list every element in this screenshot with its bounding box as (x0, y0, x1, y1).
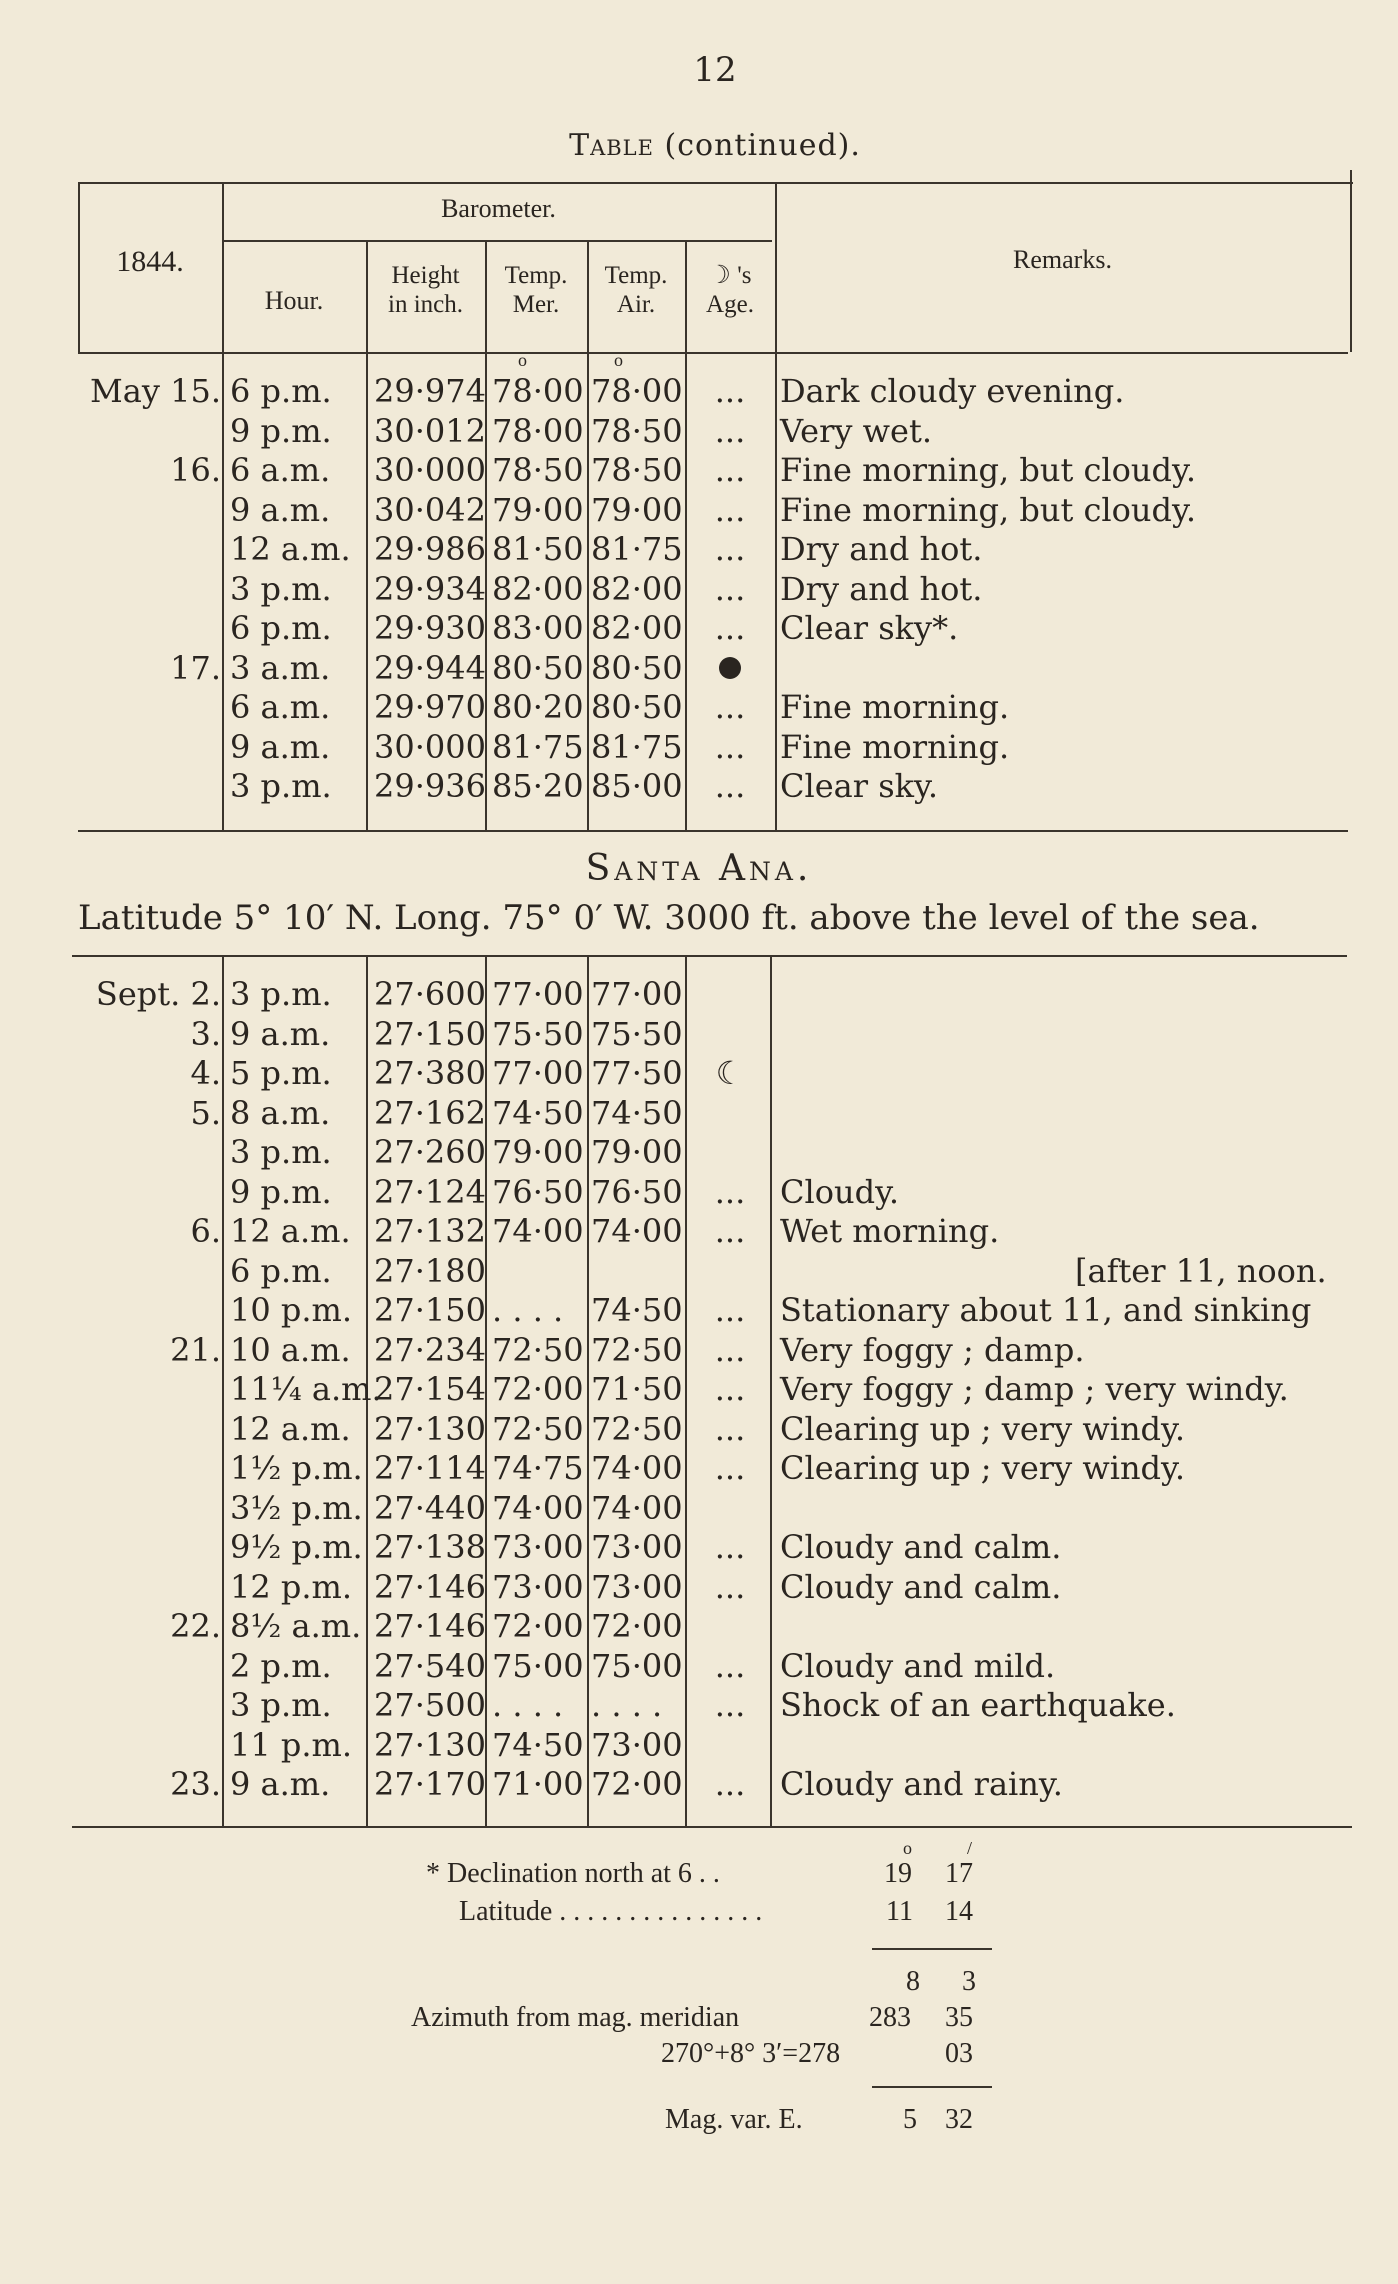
table-row (0, 975, 1398, 1015)
cell-moon: ... (714, 1765, 746, 1803)
table-right-border (1350, 170, 1352, 352)
table-row (0, 1252, 1398, 1292)
cell-mer: 72·00 (492, 1607, 584, 1645)
cell-air: 74·00 (591, 1488, 683, 1527)
cell-height: 27·146 (374, 1567, 486, 1606)
cell-hour: 9 a.m. (230, 1014, 331, 1053)
cell-mer: 71·00 (492, 1765, 584, 1803)
table-row (0, 1212, 1398, 1252)
cell-moon: ... (714, 767, 746, 805)
cell-height: 27·180 (374, 1251, 486, 1290)
cell-height: 27·380 (374, 1054, 486, 1092)
table-title-caps: Table (569, 128, 654, 163)
header-temp-mer-line2: Mer. (512, 290, 560, 318)
cell-moon: ... (714, 530, 746, 568)
cell-air: 78·50 (591, 451, 683, 489)
cell-air: 74·00 (591, 1449, 683, 1487)
cell-hour: 3 a.m. (230, 648, 331, 687)
cell-height: 27·150 (374, 1014, 486, 1053)
cell-remark: Fine morning, but cloudy. (780, 451, 1196, 489)
cell-mer: 74·00 (492, 1488, 584, 1527)
page-number: 12 (693, 50, 737, 90)
table-row (0, 491, 1398, 531)
full-moon-icon (719, 657, 741, 679)
cell-mer: 78·50 (492, 451, 584, 489)
footnote-line1-label: * Declination north at 6 . . (426, 1858, 720, 1889)
cell-hour: 9 p.m. (230, 1172, 332, 1211)
cell-hour: 3 p.m. (230, 1686, 332, 1724)
cell-height: 30·000 (374, 451, 486, 489)
cell-remark: Wet morning. (780, 1212, 1000, 1250)
table-row (0, 767, 1398, 807)
header-height (366, 262, 485, 320)
cell-air: 82·00 (591, 609, 683, 647)
cell-mer: 75·50 (492, 1014, 584, 1053)
cell-air: 72·00 (591, 1765, 683, 1803)
footnote-line2-deg: 11 (886, 1896, 913, 1927)
cell-air: 73·00 (591, 1725, 683, 1764)
cell-date: 5. (190, 1093, 221, 1132)
cell-mer: 73·00 (492, 1567, 584, 1606)
cell-hour: 8 a.m. (230, 1093, 331, 1132)
cell-remark: Dark cloudy evening. (780, 372, 1125, 410)
cell-date: 22. (170, 1607, 221, 1645)
cell-remark: Cloudy and calm. (780, 1528, 1062, 1566)
cell-remark: Stationary about 11, and sinking (780, 1291, 1312, 1329)
footnote-minute-mark: / (967, 1838, 973, 1858)
cell-mer: 74·00 (492, 1212, 584, 1250)
table-row (0, 451, 1398, 491)
cell-remark: Fine morning, but cloudy. (780, 490, 1196, 529)
table-row (0, 412, 1398, 452)
cell-height: 27·154 (374, 1370, 486, 1408)
header-temp-air (587, 262, 685, 320)
table-title-rest: (continued). (664, 128, 861, 163)
table-row (0, 1489, 1398, 1529)
cell-hour: 9 p.m. (230, 411, 332, 450)
cell-mer: 74·75 (492, 1449, 584, 1487)
cell-moon: ☾ (715, 1054, 745, 1092)
cell-air: 82·00 (591, 569, 683, 608)
cell-air: 72·50 (591, 1330, 683, 1369)
cell-air: . . . . (591, 1686, 663, 1724)
table-title (0, 128, 1398, 163)
cell-moon: ... (714, 609, 746, 647)
cell-remark: [after 11, noon. (1075, 1251, 1327, 1290)
cell-hour: 12 a.m. (230, 530, 351, 568)
table-row (0, 1054, 1398, 1094)
cell-moon: ... (714, 1409, 746, 1448)
footnote-degree-mark: o (903, 1838, 912, 1858)
cell-hour: 9½ p.m. (230, 1528, 363, 1566)
table-row (0, 1568, 1398, 1608)
cell-remark: Clear sky*. (780, 609, 959, 647)
table-row (0, 1331, 1398, 1371)
cell-mer: 77·00 (492, 1054, 584, 1092)
degree-mark-mer: o (518, 350, 527, 370)
table-row (0, 1607, 1398, 1647)
cell-height: 27·138 (374, 1528, 486, 1566)
cell-air: 74·50 (591, 1093, 683, 1132)
cell-mer: . . . . (492, 1686, 564, 1724)
cell-air: 75·00 (591, 1646, 683, 1685)
cell-air: 85·00 (591, 767, 683, 805)
cell-moon: ... (714, 372, 746, 410)
cell-air: 81·75 (591, 530, 683, 568)
header-height-line2: in inch. (388, 290, 463, 318)
cell-height: 27·500 (374, 1686, 486, 1724)
footnote-line6-label: Mag. var. E. (665, 2104, 803, 2135)
cell-height: 27·600 (374, 975, 486, 1013)
footnote-line4-label: Azimuth from mag. meridian (411, 2002, 740, 2033)
latitude-line: Latitude 5° 10′ N. Long. 75° 0′ W. 3000 ft. above the level of the sea. (78, 898, 1260, 938)
cell-hour: 9 a.m. (230, 1765, 331, 1803)
table-row (0, 570, 1398, 610)
cell-height: 29·986 (374, 530, 486, 568)
cell-moon: ... (714, 490, 746, 529)
cell-air: 73·00 (591, 1528, 683, 1566)
cell-mer: 75·00 (492, 1646, 584, 1685)
cell-hour: 3½ p.m. (230, 1488, 363, 1527)
table-row (0, 1726, 1398, 1766)
cell-height: 30·042 (374, 490, 486, 529)
header-moon-age-line2: Age. (706, 290, 754, 318)
header-year: 1844. (116, 245, 184, 278)
cell-date: 16. (170, 451, 221, 489)
cell-hour: 9 a.m. (230, 490, 331, 529)
cell-hour: 5 p.m. (230, 1054, 332, 1092)
cell-moon: ... (714, 688, 746, 726)
cell-air: 81·75 (591, 727, 683, 766)
cell-hour: 3 p.m. (230, 975, 332, 1013)
cell-mer: 80·50 (492, 648, 584, 687)
cell-hour: 12 a.m. (230, 1212, 351, 1250)
cell-air: 79·00 (591, 1133, 683, 1171)
cell-height: 29·936 (374, 767, 486, 805)
cell-mer: 78·00 (492, 411, 584, 450)
table2-top-rule (72, 955, 1347, 957)
table-row (0, 609, 1398, 649)
cell-height: 29·944 (374, 648, 486, 687)
cell-remark: Cloudy and calm. (780, 1567, 1062, 1606)
table2-bottom-rule (72, 1826, 1352, 1828)
header-height-line1: Height (391, 262, 460, 289)
cell-height: 30·000 (374, 727, 486, 766)
cell-date: 4. (190, 1054, 221, 1092)
cell-hour: 6 p.m. (230, 609, 332, 647)
footnote-line2-min: 14 (945, 1896, 973, 1927)
cell-remark: Cloudy. (780, 1172, 900, 1211)
cell-mer: 85·20 (492, 767, 584, 805)
table-row (0, 1765, 1398, 1805)
header-moon-age (685, 262, 775, 320)
cell-air: 78·50 (591, 411, 683, 450)
cell-mer: 74·50 (492, 1093, 584, 1132)
cell-height: 27·146 (374, 1607, 486, 1645)
cell-height: 29·970 (374, 688, 486, 726)
cell-moon: ... (714, 1686, 746, 1724)
header-bottom-rule (78, 352, 1348, 354)
header-barometer: Barometer. (441, 194, 556, 223)
table-row (0, 649, 1398, 689)
header-temp-air-line1: Temp. (604, 262, 668, 289)
cell-hour: 6 a.m. (230, 688, 331, 726)
cell-height: 27·150 (374, 1291, 486, 1329)
footnote-line3-min: 3 (962, 1966, 976, 1997)
cell-mer: 74·50 (492, 1725, 584, 1764)
table-row (0, 1449, 1398, 1489)
cell-hour: 9 a.m. (230, 727, 331, 766)
table-row (0, 1015, 1398, 1055)
cell-height: 27·130 (374, 1409, 486, 1448)
cell-hour: 10 p.m. (230, 1291, 353, 1329)
table-row (0, 530, 1398, 570)
table-top-rule (78, 182, 1353, 184)
table-row (0, 1094, 1398, 1134)
cell-moon: ... (714, 451, 746, 489)
footnote-line4-min: 35 (945, 2002, 973, 2033)
cell-mer: 83·00 (492, 609, 584, 647)
table-row (0, 1133, 1398, 1173)
cell-hour: 10 a.m. (230, 1330, 351, 1369)
cell-hour: 1½ p.m. (230, 1449, 363, 1487)
cell-air: 76·50 (591, 1172, 683, 1211)
cell-mer: 82·00 (492, 569, 584, 608)
degree-mark-air: o (614, 350, 623, 370)
header-remarks: Remarks. (1013, 245, 1112, 274)
cell-moon: ... (714, 1449, 746, 1487)
cell-hour: 8½ a.m. (230, 1607, 362, 1645)
cell-hour: 6 p.m. (230, 372, 332, 410)
cell-height: 29·930 (374, 609, 486, 647)
footnote-line3-deg: 8 (906, 1966, 920, 1997)
cell-hour: 6 p.m. (230, 1251, 332, 1290)
cell-air: 71·50 (591, 1370, 683, 1408)
cell-air: 74·50 (591, 1291, 683, 1329)
table-row (0, 1173, 1398, 1213)
cell-height: 27·440 (374, 1488, 486, 1527)
cell-air: 79·00 (591, 490, 683, 529)
cell-mer: . . . . (492, 1291, 564, 1329)
cell-moon: ... (714, 1330, 746, 1369)
cell-moon: ... (714, 1528, 746, 1566)
cell-date: 21. (170, 1330, 221, 1369)
footnote-line1-min: 17 (945, 1858, 973, 1889)
cell-hour: 11¼ a.m. (230, 1370, 382, 1408)
footnote-line2-label: Latitude . . . . . . . . . . . . . . . (459, 1896, 763, 1927)
cell-hour: 3 p.m. (230, 569, 332, 608)
footnote-line5-min: 03 (945, 2038, 973, 2069)
cell-remark: Dry and hot. (780, 530, 983, 568)
cell-remark: Very wet. (780, 411, 933, 450)
cell-height: 27·130 (374, 1725, 486, 1764)
cell-remark: Shock of an earthquake. (780, 1686, 1176, 1724)
cell-air: 72·00 (591, 1607, 683, 1645)
barometer-underline (222, 240, 772, 242)
cell-date: 3. (190, 1014, 221, 1053)
cell-mer: 81·75 (492, 727, 584, 766)
table-row (0, 688, 1398, 728)
santa-ana-heading: Santa Ana. (585, 848, 813, 889)
cell-remark: Clear sky. (780, 767, 939, 805)
cell-remark: Cloudy and rainy. (780, 1765, 1063, 1803)
cell-date: May 15. (90, 372, 221, 410)
cell-moon (690, 649, 770, 687)
footnote-line6-min: 32 (945, 2104, 973, 2135)
cell-date: 23. (170, 1765, 221, 1803)
cell-height: 27·114 (374, 1449, 486, 1487)
cell-date: 6. (190, 1212, 221, 1250)
cell-mer: 79·00 (492, 490, 584, 529)
cell-hour: 11 p.m. (230, 1725, 353, 1764)
cell-height: 27·132 (374, 1212, 486, 1250)
cell-date: 17. (170, 648, 221, 687)
cell-height: 29·934 (374, 569, 486, 608)
cell-remark: Very foggy ; damp ; very windy. (780, 1370, 1289, 1408)
cell-mer: 72·50 (492, 1330, 584, 1369)
cell-mer: 81·50 (492, 530, 584, 568)
cell-remark: Fine morning. (780, 688, 1010, 726)
cell-height: 27·170 (374, 1765, 486, 1803)
cell-moon: ... (714, 727, 746, 766)
table-row (0, 728, 1398, 768)
cell-hour: 6 a.m. (230, 451, 331, 489)
footnote-line4-deg: 283 (869, 2002, 911, 2033)
footnote-rule-1 (872, 1948, 992, 1950)
table-row (0, 1647, 1398, 1687)
cell-mer: 72·50 (492, 1409, 584, 1448)
cell-moon: ... (714, 1370, 746, 1408)
header-temp-air-line2: Air. (616, 290, 656, 318)
cell-hour: 12 a.m. (230, 1409, 351, 1448)
table-row (0, 1291, 1398, 1331)
footnote-line6-deg: 5 (903, 2104, 917, 2135)
cell-mer: 78·00 (492, 372, 584, 410)
cell-height: 30·012 (374, 411, 486, 450)
table-row (0, 1528, 1398, 1568)
cell-hour: 2 p.m. (230, 1646, 332, 1685)
cell-moon: ... (714, 1172, 746, 1211)
cell-date: Sept. 2. (95, 975, 221, 1013)
cell-air: 77·50 (591, 1054, 683, 1092)
cell-mer: 80·20 (492, 688, 584, 726)
cell-moon: ... (714, 411, 746, 450)
cell-height: 27·162 (374, 1093, 486, 1132)
table-row (0, 1410, 1398, 1450)
cell-height: 27·260 (374, 1133, 486, 1171)
cell-mer: 77·00 (492, 975, 584, 1013)
header-hour: Hour. (264, 286, 324, 315)
cell-remark: Clearing up ; very windy. (780, 1409, 1186, 1448)
cell-mer: 79·00 (492, 1133, 584, 1171)
cell-moon: ... (714, 1291, 746, 1329)
footnote-rule-2 (872, 2086, 992, 2088)
cell-remark: Cloudy and mild. (780, 1646, 1056, 1685)
header-temp-mer-line1: Temp. (504, 262, 568, 289)
cell-air: 74·00 (591, 1212, 683, 1250)
cell-height: 27·540 (374, 1646, 486, 1685)
footnote-line1-deg: 19 (884, 1858, 912, 1889)
cell-air: 80·50 (591, 648, 683, 687)
cell-air: 78·00 (591, 372, 683, 410)
cell-remark: Dry and hot. (780, 569, 983, 608)
cell-air: 80·50 (591, 688, 683, 726)
cell-height: 27·234 (374, 1330, 486, 1369)
header-temp-mer (485, 262, 587, 320)
section1-bottom-rule (78, 830, 1348, 832)
cell-air: 75·50 (591, 1014, 683, 1053)
cell-moon: ... (714, 1646, 746, 1685)
cell-air: 77·00 (591, 975, 683, 1013)
cell-air: 72·50 (591, 1409, 683, 1448)
cell-air: 73·00 (591, 1567, 683, 1606)
cell-hour: 3 p.m. (230, 767, 332, 805)
cell-remark: Clearing up ; very windy. (780, 1449, 1186, 1487)
cell-hour: 12 p.m. (230, 1567, 353, 1606)
cell-mer: 72·00 (492, 1370, 584, 1408)
cell-remark: Very foggy ; damp. (780, 1330, 1085, 1369)
header-moon-age-line1: ☽ 's (708, 262, 752, 289)
table-row (0, 1686, 1398, 1726)
cell-moon: ... (714, 1212, 746, 1250)
cell-remark: Fine morning. (780, 727, 1010, 766)
cell-moon: ... (714, 569, 746, 608)
cell-height: 29·974 (374, 372, 486, 410)
footnote-line5-label: 270°+8° 3′=278 (661, 2038, 841, 2069)
cell-moon: ... (714, 1567, 746, 1606)
table-row (0, 1370, 1398, 1410)
cell-hour: 3 p.m. (230, 1133, 332, 1171)
cell-height: 27·124 (374, 1172, 486, 1211)
cell-mer: 73·00 (492, 1528, 584, 1566)
cell-mer: 76·50 (492, 1172, 584, 1211)
table-row (0, 372, 1398, 412)
